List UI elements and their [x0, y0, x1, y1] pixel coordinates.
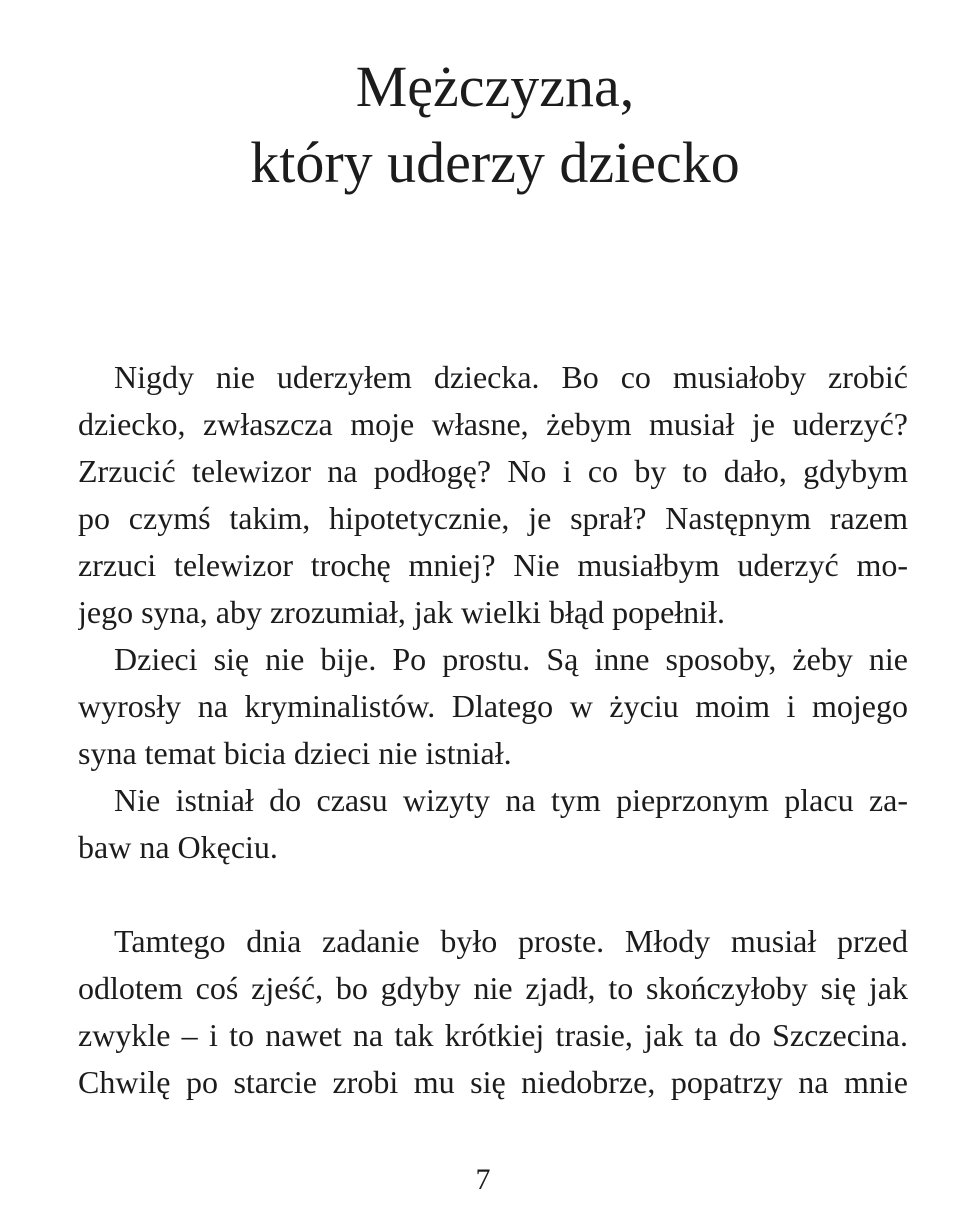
paragraph-3 [78, 777, 908, 871]
text-line: Chwilę po starcie zrobi mu się niedobrze, popatrzy na mnie [78, 1064, 908, 1100]
chapter-title [12, 49, 966, 201]
page-number: 7 [475, 1163, 491, 1196]
text-line: Tamtego dnia zadanie było proste. Młody musiał przed [114, 923, 908, 959]
text-line: syna temat bicia dzieci nie istniał. [78, 735, 512, 771]
text-line: wyrosły na kryminalistów. Dlatego w życiu moim i mojego [78, 688, 908, 724]
text-line: zrzuci telewizor trochę mniej? Nie musiałbym uderzyć mo- [78, 547, 908, 583]
text-line: Nigdy nie uderzyłem dziecka. Bo co musiałoby zrobić [114, 359, 908, 395]
text-line: Dzieci się nie bije. Po prostu. Są inne sposoby, żeby nie [114, 641, 908, 677]
paragraph-1 [78, 354, 908, 636]
text-line: Zrzucić telewizor na podłogę? No i co by to dało, gdybym [78, 453, 908, 489]
chapter-title-line-1: Mężczyzna, [355, 54, 635, 119]
text-line: dziecko, zwłaszcza moje własne, żebym musiał je uderzyć? [78, 406, 908, 442]
text-line: baw na Okęciu. [78, 829, 278, 865]
paragraph-2 [78, 636, 908, 777]
text-line: po czymś takim, hipotetycznie, je sprał? Następnym razem [78, 500, 908, 536]
text-line: zwykle – i to nawet na tak krótkiej trasie, jak ta do Szczecina. [78, 1017, 908, 1053]
paragraph-4 [78, 918, 908, 1106]
text-line: Nie istniał do czasu wizyty na tym pieprzonym placu za- [114, 782, 908, 818]
text-line: jego syna, aby zrozumiał, jak wielki błąd popełnił. [78, 594, 725, 630]
text-line: odlotem coś zjeść, bo gdyby nie zjadł, to skończyłoby się jak [78, 970, 908, 1006]
page-body [78, 354, 908, 1106]
chapter-title-line-2: który uderzy dziecko [250, 130, 740, 195]
